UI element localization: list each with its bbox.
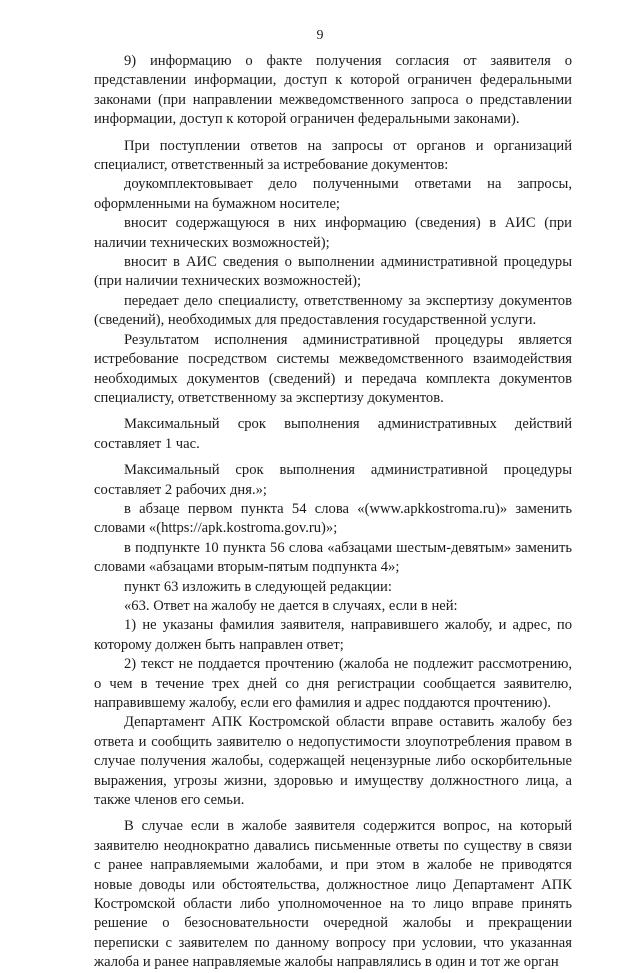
paragraph-item-9: 9) информацию о факте получения согласия от заявителя о представлении информации, доступ к которой ограничен федеральными законами (при направлении межведомственного запроса о представлении информации, доступ к которой ограничен федеральными законами). (94, 53, 572, 128)
paragraph-max-procedure-time: Максимальный срок выполнения административной процедуры составляет 2 рабочих дня.»; (94, 462, 572, 498)
paragraph-item-54: в абзаце первом пункта 54 слова «(www.apkkostroma.ru)» заменить словами «(https://apk.kostroma.gov.ru)»; (94, 500, 572, 537)
paragraph-case-1: 1) не указаны фамилия заявителя, направившего жалобу, и адрес, по которому должен быть направлен ответ; (94, 617, 572, 653)
paragraph-enter-ais: вносит в АИС сведения о выполнении административной процедуры (при наличии технических возможностей); (94, 254, 572, 290)
paragraph-item-63: «63. Ответ на жалобу не дается в случаях, если в ней: (124, 597, 458, 614)
paragraph-item-63-intro: пункт 63 изложить в следующей редакции: (124, 578, 392, 595)
paragraph-max-actions-time: Максимальный срок выполнения административных действий составляет 1 час. (94, 416, 572, 452)
paragraph-item-56: в подпункте 10 пункта 56 слова «абзацами шестым-девятым» заменить словами «абзацами вторым-пятым подпункта 4»; (94, 539, 572, 576)
document-body (94, 52, 572, 973)
paragraph-responses-intro: При поступлении ответов на запросы от органов и организаций специалист, ответственный за истребование документов: (94, 137, 572, 174)
paragraph-enter-info: вносит содержащуюся в них информацию (сведения) в АИС (при наличии технических возможностей); (94, 215, 572, 251)
page-number: 9 (316, 28, 324, 43)
paragraph-department-right: Департамент АПК Костромской области вправе оставить жалобу без ответа и сообщить заявителю о недопустимости злоупотребления правом в случае получения жалобы, содержащей нецензурные либо оскорбительные выражения, угрозы жизни, здоровью и имуществу должностного лица, а также членов его семьи. (94, 714, 572, 809)
paragraph-repeated-complaint: В случае если в жалобе заявителя содержится вопрос, на который заявителю неоднократно давались письменные ответы по существу в связи с ранее направляемыми жалобами, и при этом в жалобе не приводятся новые доводы или обстоятельства, должностное лицо Департамент АПК Костромской области либо уполномоченное на то лицо вправе принять решение о безосновательности очередной жалобы и прекращении переписки с заявителем по данному вопросу при условии, что указанная жалоба и ранее направляемые жалобы направлялись в один и тот же орган (94, 818, 572, 971)
paragraph-case-2: 2) текст не поддается прочтению (жалоба не подлежит рассмотрению, о чем в течение трех дней со дня регистрации сообщается заявителю, направившему жалобу, если его фамилия и адрес поддаются прочтению). (94, 656, 572, 711)
paragraph-result: Результатом исполнения административной процедуры является истребование посредством системы межведомственного взаимодействия необходимых документов (сведений) и передача комплекта документов специалисту, ответственному за экспертизу документов. (94, 331, 572, 406)
paragraph-complete-file: доукомплектовывает дело полученными ответами на запросы, оформленными на бумажном носителе; (94, 176, 572, 212)
paragraph-transfer-file: передает дело специалисту, ответственному за экспертизу документов (сведений), необходимых для предоставления государственной услуги. (94, 292, 572, 329)
